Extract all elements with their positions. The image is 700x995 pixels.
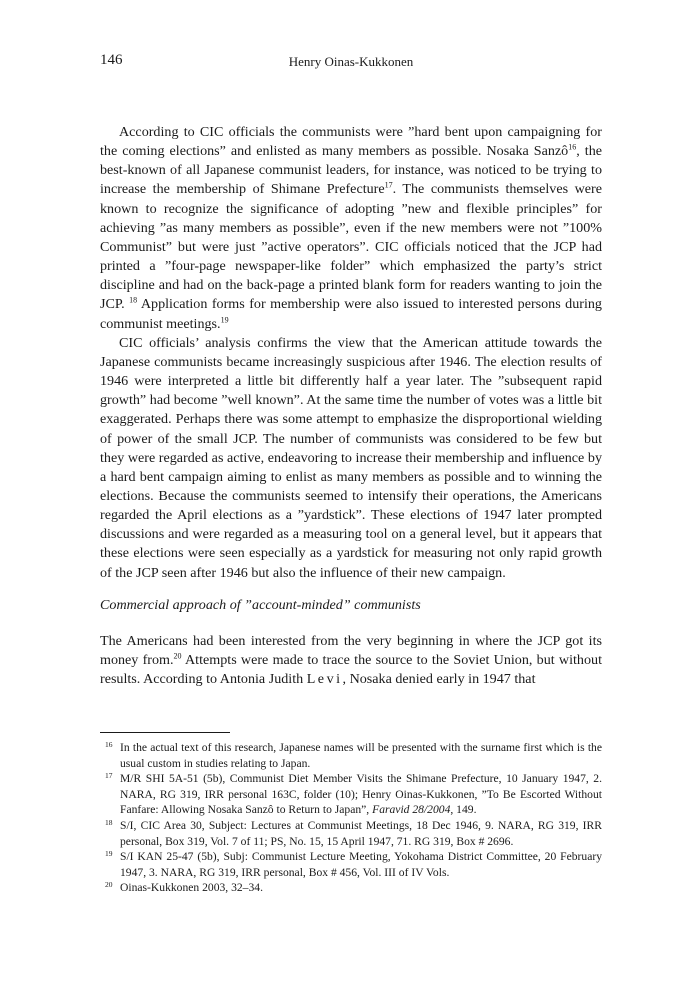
paragraph-3: The Americans had been interested from the very beginning in where the JCP got its money from.$^{20}$ Attempts were made to trace the source to the Soviet Union, but without results. According to Antonia Judith Levi, Nosaka denied early in 1947 that: [100, 633, 602, 688]
footnote-ref-19: 19: [220, 314, 229, 324]
paragraph-2: CIC officials’ analysis confirms the view that the American attitude towards the Japanese communists became increasingly suspicious after 1946. The election results of 1946 were interpreted a little bit differently half a year later. The ”subsequent rapid growth” had become ”well known”. At the same time the number of votes was a little bit exaggerated. Perhaps there was some attempt to emphasize the disproportional wielding of power of the small JCP. The number of communists was considered to be few but they were regarded as active, endeavoring to increase their membership and influence by a hard bent campaign aiming to enlist as many members as possible and to winning the elections. Because the communists seemed to intensify their operations, the Americans regarded the April elections as a ”yardstick”. These elections of 1947 later prompted discussions and were regarded as a measuring tool on a general level, but it appears that these elections were seen especially as a yardstick for measuring not only rapid growth of the JCP seen after 1946 but also the influence of their new campaign.: [100, 334, 602, 581]
footnote-number: 16: [105, 740, 113, 749]
footnote-16: 16 In the actual text of this research, Japanese names will be presented with the surname first which is the usual custom in studies relating to Japan.: [105, 740, 602, 770]
page-header: [100, 52, 602, 74]
journal-title: Faravid 28/2004: [372, 803, 451, 817]
section-heading: Commercial approach of ”account-minded” communists: [100, 597, 421, 613]
footnote-ref-17: 17: [384, 180, 393, 190]
footnote-19: 19 S/I KAN 25-47 (5b), Subj: Communist Lecture Meeting, Yokohama District Committee, 20 February 1947, 3. NARA, RG 319, IRR personal, Box # 456, Vol. III of IV Vols.: [105, 849, 602, 879]
author-name-spaced: Levi: [306, 671, 343, 688]
footnote-17: 17 M/R SHI 5A-51 (5b), Communist Diet Member Visits the Shimane Prefecture, 10 January 1947, 2. NARA, RG 319, IRR personal 163C, folder (10); Henry Oinas-Kukkonen, ”To Be Escorted Without Fanfare: Allowing Nosaka Sanzô to Return to Japan”, Faravid 28/2004, 149.: [105, 771, 602, 817]
footnotes: [100, 740, 602, 896]
footnote-number: 18: [105, 817, 113, 827]
footnote-ref-20: 20: [173, 651, 182, 661]
footnote-ref-16: 16: [568, 142, 577, 152]
running-head: Henry Oinas-Kukkonen: [288, 54, 414, 69]
main-body: [100, 123, 602, 583]
page-number: 146: [100, 52, 123, 68]
footnote-number: 17: [105, 771, 113, 781]
footnote-number: 20: [105, 880, 113, 890]
footnote-divider: [100, 732, 230, 733]
footnote-number: 19: [105, 849, 113, 859]
footnote-20: 20 Oinas-Kukkonen 2003, 32–34.: [105, 880, 263, 895]
paragraph-1: According to CIC officials the communists were ”hard bent upon campaigning for the coming elections” and enlisted as many members as possible. Nosaka Sanzô$^{16}$, the best-known of all Japanese communist leaders, for instance, was noticed to be trying to increase the membership of Shimane Prefecture$^{17}$. The communists themselves were known to recognize the significance of adopting ”new and flexible principles” for achieving ”as many members as possible”, even if the new members were not ”100% Communist” but were just ”active operators”. CIC officials noticed that the JCP had printed a ”four-page newspaper-like folder” which emphasized the party’s strict discipline and had on the back-page a printed blank form for readers wanting to join the JCP. $^{18}$ Application forms for membership were also issued to interested persons during communist meetings.$^{19}$: [100, 124, 603, 332]
footnote-ref-18: 18: [129, 295, 138, 305]
footnote-18: 18 S/I, CIC Area 30, Subject: Lectures at Communist Meetings, 18 Dec 1946, 9. NARA, RG 319, IRR personal, Box 319, Vol. 7 of 11; PS, No. 15, 15 April 1947, 71. RG 319, Box # 2696.: [105, 817, 602, 848]
section-body: [100, 632, 602, 689]
